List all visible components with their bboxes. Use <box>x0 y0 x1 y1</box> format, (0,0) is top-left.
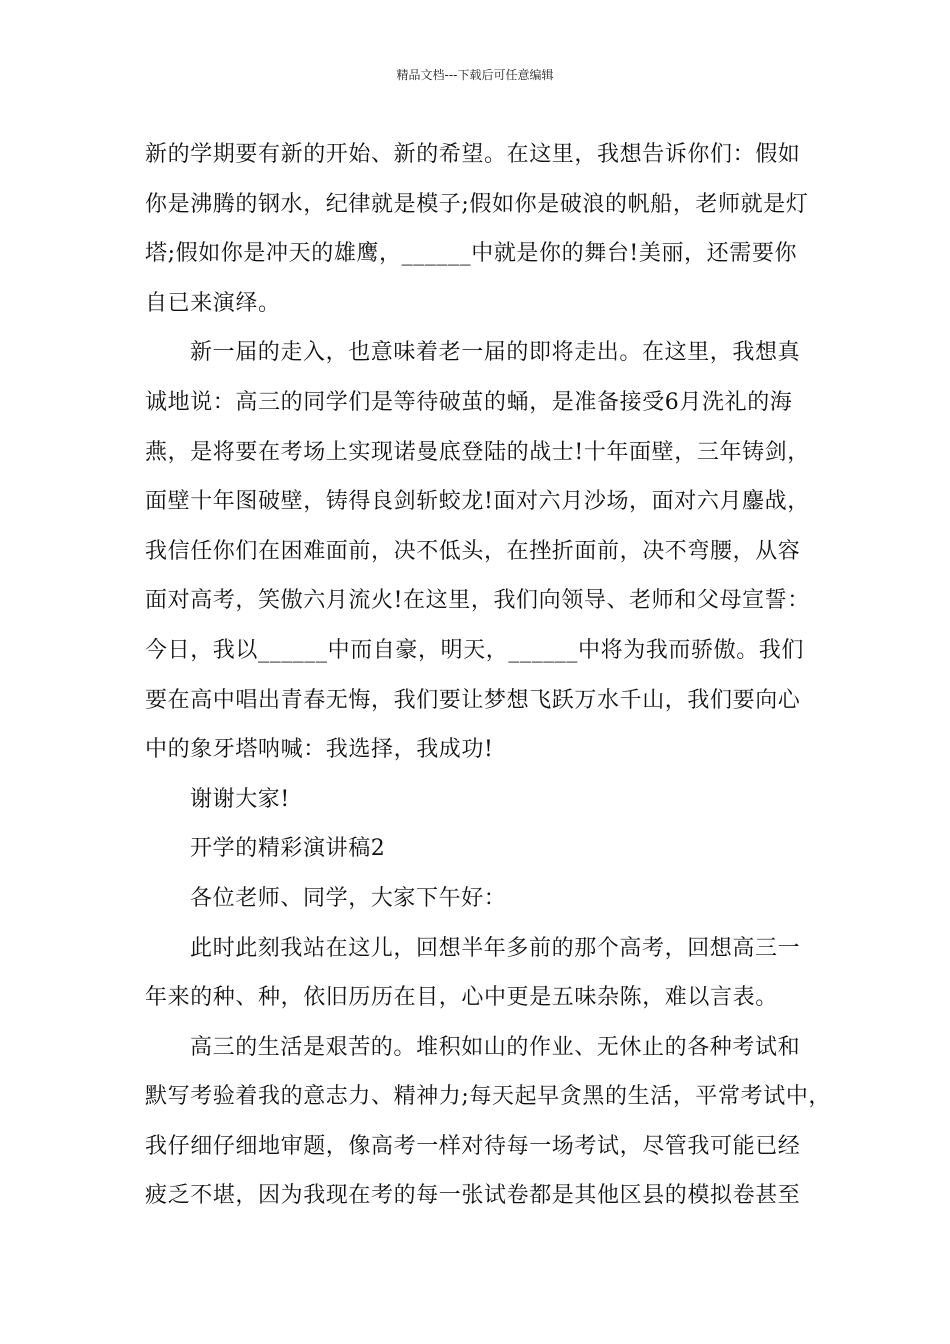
text-line: 塔;假如你是冲天的雄鹰，______中就是你的舞台!美丽，还需要你 <box>145 241 798 267</box>
text-line: 燕，是将要在考场上实现诺曼底登陆的战士!十年面壁，三年铸剑， <box>145 439 810 465</box>
text-line: 新一届的走入，也意味着老一届的即将走出。在这里，我想真 <box>190 340 801 366</box>
text-line: 各位老师、同学，大家下午好： <box>190 885 507 911</box>
text-line: 要在高中唱出青春无悔，我们要让梦想飞跃万水千山，我们要向心 <box>145 687 801 713</box>
text-line: 面对高考，笑傲六月流火!在这里，我们向领导、老师和父母宣誓： <box>145 588 810 614</box>
text-line: 诚地说：高三的同学们是等待破茧的蛹，是准备接受6月洗礼的海 <box>145 389 793 415</box>
text-line: 疲乏不堪，因为我现在考的每一张试卷都是其他区县的模拟卷甚至 <box>145 1183 801 1209</box>
text-line: 中的象牙塔呐喊：我选择，我成功! <box>145 737 494 763</box>
text-line: 谢谢大家! <box>190 786 290 812</box>
page-header: 精品文档---下载后可任意编辑 <box>396 68 554 82</box>
text-line: 面壁十年图破壁，铸得良剑斩蛟龙!面对六月沙场，面对六月鏖战， <box>145 489 810 515</box>
text-line: 今日，我以______中而自豪，明天，______中将为我而骄傲。我们 <box>145 637 805 663</box>
text-line: 高三的生活是艰苦的。堆积如山的作业、无休止的各种考试和 <box>190 1034 801 1060</box>
text-line: 自已来演绎。 <box>145 290 281 316</box>
text-line: 年来的种、种，依旧历历在目，心中更是五味杂陈，难以言表。 <box>145 985 778 1011</box>
text-line: 此时此刻我站在这儿，回想半年多前的那个高考，回想高三一 <box>190 935 801 961</box>
text-line: 默写考验着我的意志力、精神力;每天起早贪黑的生活，平常考试中， <box>145 1084 832 1110</box>
document-body <box>145 130 832 1221</box>
section-heading: 开学的精彩演讲稿2 <box>190 836 386 862</box>
text-line: 新的学期要有新的开始、新的希望。在这里，我想告诉你们：假如 <box>145 142 801 167</box>
text-line: 你是沸腾的钢水，纪律就是模子;假如你是破浪的帆船，老师就是灯 <box>145 191 809 217</box>
text-line: 我仔细仔细地审题，像高考一样对待每一场考试，尽管我可能已经 <box>145 1133 801 1159</box>
text-line: 我信任你们在困难面前，决不低头，在挫折面前，决不弯腰，从容 <box>145 538 801 564</box>
